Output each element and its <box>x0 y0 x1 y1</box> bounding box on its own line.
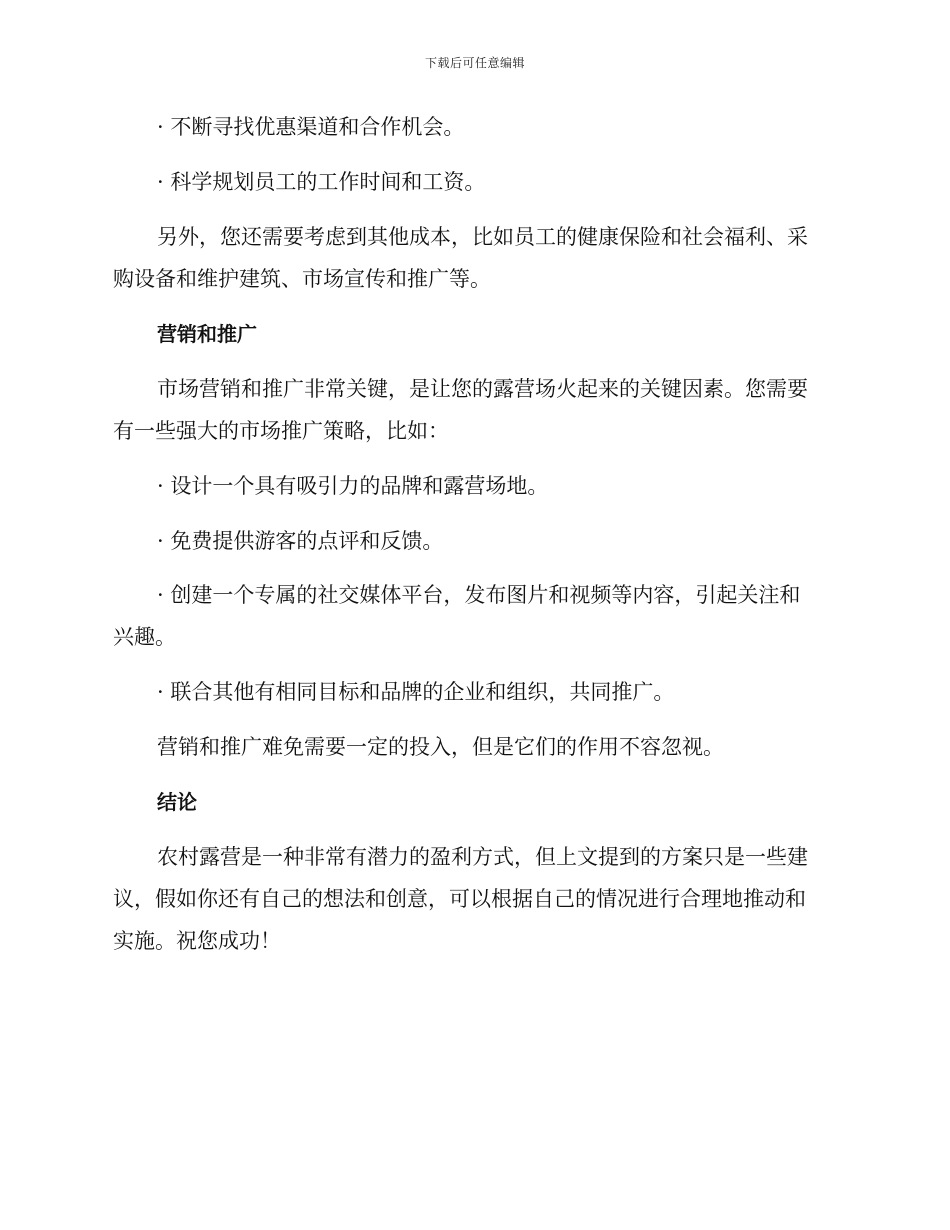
header-note: 下载后可任意编辑 <box>424 56 525 70</box>
paragraph-line: 农村露营是一种非常有潜力的盈利方式，但上文提到的方案只是一些建 <box>157 845 808 869</box>
paragraph-line: 实施。祝您成功！ <box>113 929 281 953</box>
paragraph-line: 有一些强大的市场推广策略，比如： <box>113 419 449 443</box>
paragraph-line: 议，假如你还有自己的想法和创意，可以根据自己的情况进行合理地推动和 <box>113 887 806 911</box>
paragraph-line: 另外，您还需要考虑到其他成本，比如员工的健康保险和社会福利、采 <box>157 225 808 249</box>
paragraph-line: 购设备和维护建筑、市场宣传和推广等。 <box>113 267 491 291</box>
section-heading: 营销和推广 <box>157 322 257 346</box>
paragraph-line: 营销和推广难免需要一定的投入，但是它们的作用不容忽视。 <box>157 735 724 759</box>
bullet-item: · 创建一个专属的社交媒体平台，发布图片和视频等内容，引起关注和 <box>157 583 801 607</box>
bullet-item: · 联合其他有相同目标和品牌的企业和组织，共同推广。 <box>157 680 675 704</box>
bullet-item: · 不断寻找优惠渠道和合作机会。 <box>157 115 465 139</box>
bullet-item-continuation: 兴趣。 <box>113 625 176 649</box>
bullet-item: · 设计一个具有吸引力的品牌和露营场地。 <box>157 474 549 498</box>
bullet-item: · 科学规划员工的工作时间和工资。 <box>157 170 486 194</box>
paragraph-line: 市场营销和推广非常关键，是让您的露营场火起来的关键因素。您需要 <box>157 377 808 401</box>
section-heading: 结论 <box>157 790 197 814</box>
bullet-item: · 免费提供游客的点评和反馈。 <box>157 529 444 553</box>
